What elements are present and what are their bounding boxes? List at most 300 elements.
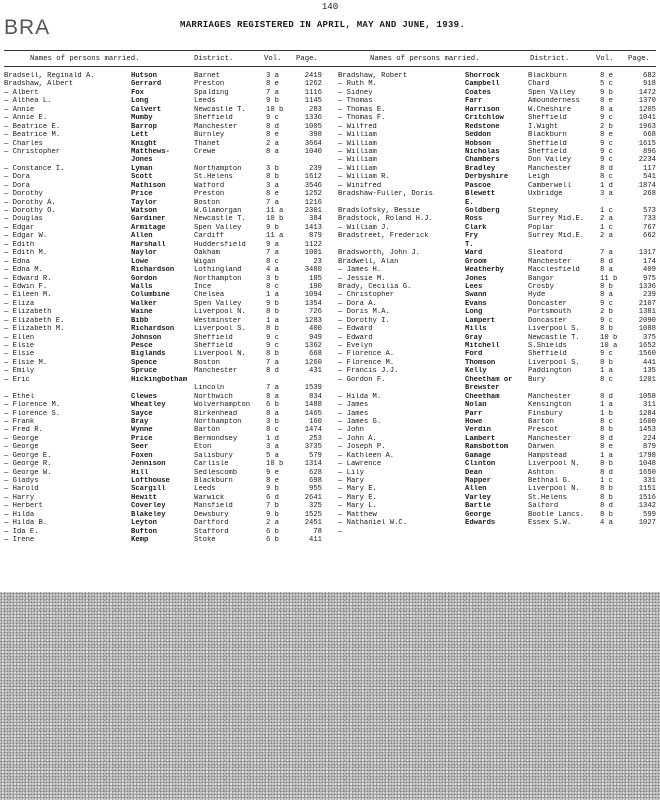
register-entry	[4, 334, 324, 342]
entry-page: 1342	[638, 502, 656, 511]
entry-page: 1370	[638, 97, 656, 106]
entry-spouse: Waine	[131, 308, 153, 317]
register-entry	[338, 426, 658, 434]
entry-vol: 10 b	[266, 460, 284, 469]
entry-name: — Hilda M.	[338, 392, 382, 401]
register-entry	[4, 156, 324, 164]
entry-vol: 8 a	[600, 105, 613, 114]
entry-district: Sheffield	[528, 350, 567, 359]
entry-page: 3546	[304, 181, 322, 190]
entry-page: 3480	[304, 266, 322, 275]
entry-spouse: Thomson	[465, 358, 496, 367]
entry-spouse: Jones	[131, 156, 153, 165]
entry-name: — Edna	[4, 257, 30, 266]
entry-name: — George E.	[4, 451, 52, 460]
entry-vol: 8 b	[600, 485, 613, 494]
entry-district: Sedlescomb	[194, 468, 238, 477]
entry-spouse: Mathison	[131, 181, 166, 190]
entry-name: — Edgar	[4, 223, 35, 232]
entry-name: Bradshaw, Albert	[4, 80, 74, 89]
entry-district: Manchester	[528, 392, 572, 401]
register-entry	[4, 452, 324, 460]
entry-page: 1094	[304, 291, 322, 300]
entry-district: Boston	[194, 358, 220, 367]
entry-spouse: Mitchell	[465, 342, 500, 350]
entry-name: — Thomas E.	[338, 105, 386, 114]
entry-page: 135	[643, 367, 656, 376]
entry-district: Boston	[194, 198, 220, 207]
entry-name: — Dorothy I.	[338, 316, 390, 325]
entry-vol: 8 b	[266, 350, 279, 359]
entry-name: — Sidney	[338, 88, 373, 97]
entry-vol: 9 c	[600, 147, 613, 156]
entry-vol: 7 a	[266, 88, 279, 97]
entry-district: Crewe	[194, 147, 216, 156]
entry-spouse: George	[465, 510, 491, 519]
entry-vol: 2 a	[600, 215, 613, 224]
register-entry	[338, 376, 658, 384]
entry-vol: 8 d	[266, 122, 279, 131]
register-entry	[338, 148, 658, 156]
entry-name: — Elizabeth E.	[4, 316, 65, 325]
entry-page: 190	[309, 282, 322, 291]
entry-name: — Dorothy	[4, 190, 43, 199]
entry-vol: 9 c	[600, 114, 613, 123]
entry-vol: 1 a	[266, 316, 279, 325]
entry-name: — Edith	[4, 240, 35, 249]
right-colhead-vol: Vol.	[596, 55, 614, 63]
entry-name: — William	[338, 139, 377, 148]
entry-district: Birkenhead	[194, 409, 238, 418]
entry-name: — James G.	[338, 417, 382, 426]
entry-vol: 9 a	[266, 240, 279, 249]
entry-name: — James	[338, 409, 369, 418]
register-entry	[338, 182, 658, 190]
entry-name: — Lawrence	[338, 460, 382, 469]
entry-district: St.Helens	[528, 493, 567, 502]
entry-page: 1560	[638, 350, 656, 359]
entry-page: 1354	[304, 299, 322, 308]
entry-spouse: Mumby	[131, 114, 153, 123]
entry-vol: 2 a	[600, 232, 613, 241]
entry-page: 2301	[304, 207, 322, 215]
entry-spouse: Fox	[131, 88, 144, 97]
entry-spouse: Leyton	[131, 519, 157, 528]
entry-district: Barton	[528, 417, 554, 426]
entry-vol: 8 d	[600, 164, 613, 173]
register-entry	[338, 342, 658, 350]
entry-spouse: Ross	[465, 215, 483, 224]
entry-spouse: Knight	[131, 139, 157, 148]
entry-spouse: Clewes	[131, 392, 157, 401]
entry-page: 283	[309, 105, 322, 114]
entry-spouse: Parr	[465, 409, 483, 418]
entry-name: — Eric	[4, 375, 30, 384]
entry-vol: 11 a	[266, 232, 284, 241]
entry-district: Sheffield	[194, 333, 233, 342]
entry-spouse: Walker	[131, 299, 157, 308]
entry-name: Bradstreet, Frederick	[338, 232, 429, 241]
entry-spouse: Kelly	[465, 367, 487, 376]
entry-name: — Hilda	[4, 510, 35, 519]
register-entry	[338, 308, 658, 316]
register-entry	[338, 106, 658, 114]
entry-spouse: Gerrard	[131, 80, 162, 89]
entry-page: 1798	[638, 451, 656, 460]
entry-spouse: Hill	[131, 468, 149, 477]
entry-district: Manchester	[528, 434, 572, 443]
header-rule-top	[4, 50, 656, 51]
entry-district: Paddington	[528, 367, 572, 376]
entry-name: — William	[338, 164, 377, 173]
entry-name: — Edward R.	[4, 274, 52, 283]
register-entry	[4, 410, 324, 418]
entry-name: — Francis J.J.	[338, 367, 399, 376]
entry-spouse: Richardson	[131, 266, 175, 275]
entry-district: Bootle Lancs.	[528, 510, 585, 519]
entry-district: Thanet	[194, 139, 220, 148]
entry-page: 1284	[638, 409, 656, 418]
entry-vol: 3 b	[266, 164, 279, 173]
entry-vol: 8 c	[600, 173, 613, 182]
register-entry	[4, 182, 324, 190]
entry-district: Hampstead	[528, 451, 567, 460]
entry-page: 1145	[304, 97, 322, 106]
register-entry	[338, 325, 658, 333]
entry-name: — Jessie M.	[338, 274, 386, 283]
entry-district: Finsbury	[528, 409, 563, 418]
entry-spouse: Ford	[465, 350, 483, 359]
register-entry	[4, 249, 324, 257]
entry-page: 160	[309, 417, 322, 426]
register-entry	[338, 317, 658, 325]
entry-page: 599	[643, 510, 656, 519]
register-entry	[338, 435, 658, 443]
entry-vol: 1 d	[266, 434, 279, 443]
register-entry	[4, 123, 324, 131]
entry-spouse: Shorrock	[465, 72, 500, 80]
entry-district: Chelsea	[194, 291, 225, 300]
register-entry	[4, 317, 324, 325]
entry-district: Surrey Mid.E.	[528, 215, 585, 224]
entry-district: Lincoln	[194, 384, 225, 393]
entry-spouse: Verdin	[465, 426, 491, 435]
entry-vol: 8 b	[600, 493, 613, 502]
entry-vol: 8 d	[600, 434, 613, 443]
entry-page: 1041	[638, 114, 656, 123]
entry-district: Sheffield	[194, 114, 233, 123]
register-entry	[4, 224, 324, 232]
entry-name: — Beatrice M.	[4, 131, 61, 140]
entry-spouse: T.	[465, 240, 474, 249]
entry-vol: 6 d	[266, 493, 279, 502]
entry-district: Huddersfield	[194, 240, 246, 249]
register-entry	[4, 494, 324, 502]
entry-district: Crosby	[528, 282, 554, 291]
entry-spouse: Price	[131, 190, 153, 199]
entry-district: Barton	[194, 426, 220, 435]
entry-spouse: Farr	[465, 97, 483, 106]
entry-vol: 8 c	[266, 257, 279, 266]
entry-page: 311	[643, 401, 656, 410]
entry-vol: 7 a	[266, 358, 279, 367]
entry-spouse: Jones	[465, 274, 487, 283]
entry-district: Liverpool S.	[528, 325, 580, 334]
register-entry	[4, 342, 324, 350]
entry-name: Brady, Cecilia G.	[338, 282, 412, 291]
entry-name: — Douglas	[4, 215, 43, 224]
entry-spouse: Hutson	[131, 72, 157, 80]
entry-district: Barnet	[194, 72, 220, 80]
register-entry	[338, 258, 658, 266]
entry-district: Sheffield	[194, 342, 233, 350]
entry-name: — Eileen M.	[4, 291, 52, 300]
register-entry	[338, 173, 658, 181]
entry-district: Eton	[194, 443, 212, 452]
entry-district: S.Shields	[528, 342, 567, 350]
entry-vol: 4 a	[266, 266, 279, 275]
register-entry	[338, 291, 658, 299]
entry-vol: 8 c	[266, 426, 279, 435]
register-entry	[4, 140, 324, 148]
register-entry	[338, 393, 658, 401]
entry-spouse: Spence	[131, 358, 157, 367]
register-entry	[4, 97, 324, 105]
entry-name: — Frank	[4, 417, 35, 426]
entry-name: — William R.	[338, 173, 390, 182]
entry-district: Stafford	[194, 527, 229, 536]
register-entry	[4, 460, 324, 468]
entry-vol: 1 c	[600, 223, 613, 232]
entry-spouse: Hickingbotham	[131, 375, 188, 384]
entry-vol: 7 b	[266, 502, 279, 511]
entry-page: 3664	[304, 139, 322, 148]
entry-district: Westminster	[194, 316, 242, 325]
entry-name: — Ethel	[4, 392, 35, 401]
entry-district: Wigan	[194, 257, 216, 266]
entry-name: — Herbert	[4, 502, 43, 511]
entry-district: Liverpool N.	[194, 350, 246, 359]
entry-page: 1362	[304, 342, 322, 350]
entry-name: — Edith M.	[4, 249, 48, 258]
entry-district: Ashton	[528, 468, 554, 477]
entry-name: — Christopher	[4, 147, 61, 156]
entry-page: 2107	[638, 299, 656, 308]
entry-vol: 2 a	[266, 519, 279, 528]
entry-page: 1413	[304, 223, 322, 232]
entry-district: Liverpool N.	[194, 308, 246, 317]
entry-name: — Emily	[4, 367, 35, 376]
right-colhead-page: Page.	[628, 55, 650, 63]
entry-vol: 8 b	[600, 510, 613, 519]
entry-spouse: Naylor	[131, 249, 157, 258]
entry-name: — William J.	[338, 223, 390, 232]
entry-page: 239	[309, 164, 322, 173]
entry-vol: 9 c	[266, 333, 279, 342]
register-entry	[4, 207, 324, 215]
entry-district: Watford	[194, 181, 225, 190]
entry-spouse: Redstone	[465, 122, 500, 131]
entry-page: 1539	[304, 384, 322, 393]
entry-page: 384	[309, 215, 322, 224]
entry-name: — Irene	[4, 536, 35, 545]
entry-name: — Florence A.	[338, 350, 395, 359]
register-entry	[4, 393, 324, 401]
entry-page: 1314	[304, 460, 322, 469]
register-entry	[4, 376, 324, 384]
entry-page: 1048	[638, 460, 656, 469]
entry-spouse: E.	[465, 198, 474, 207]
entry-vol: 8 e	[266, 477, 279, 485]
register-entry	[338, 511, 658, 519]
entry-spouse: Columbine	[131, 291, 170, 300]
entry-vol: 8 b	[266, 308, 279, 317]
entry-name: — Charles	[4, 139, 43, 148]
register-entry	[338, 359, 658, 367]
entry-vol: 9 b	[266, 510, 279, 519]
entry-vol: 6 b	[266, 536, 279, 545]
entry-district: Macclesfield	[528, 266, 580, 275]
entry-district: Newcastle T.	[194, 105, 246, 114]
register-entry	[4, 367, 324, 375]
entry-vol: 3 b	[266, 274, 279, 283]
entry-spouse: Bibb	[131, 316, 149, 325]
entry-spouse: Bray	[131, 417, 149, 426]
entry-spouse: Long	[131, 97, 149, 106]
entry-vol: 8 c	[600, 375, 613, 384]
entry-vol: 1 a	[600, 401, 613, 410]
entry-page: 1088	[638, 325, 656, 334]
entry-vol: 8 b	[600, 460, 613, 469]
entry-spouse: Brewster	[465, 384, 500, 393]
entry-page: 398	[309, 131, 322, 140]
register-entry	[4, 266, 324, 274]
register-entry	[4, 418, 324, 426]
register-entry	[338, 114, 658, 122]
register-entry	[338, 275, 658, 283]
register-entry	[338, 241, 658, 249]
entry-spouse: Cheetham	[465, 392, 500, 401]
entry-district: Essex S.W.	[528, 519, 572, 528]
entry-district: Stepney	[528, 207, 559, 215]
entry-name: — Wilfred	[338, 122, 377, 131]
entry-name: — Edward	[338, 325, 373, 334]
entry-page: 224	[643, 434, 656, 443]
entry-name: — Evelyn	[338, 342, 373, 350]
entry-spouse: Bartle	[465, 502, 491, 511]
entry-vol: 9 c	[266, 114, 279, 123]
entry-page: 1260	[304, 358, 322, 367]
register-entry	[4, 190, 324, 198]
entry-vol: 8 b	[266, 325, 279, 334]
entry-district: Northwich	[194, 392, 233, 401]
entry-name: — George	[4, 434, 39, 443]
entry-page: 78	[313, 527, 322, 536]
entry-vol: 8 e	[600, 72, 613, 80]
entry-vol: 3 a	[266, 181, 279, 190]
entry-name: — Fred R.	[4, 426, 43, 435]
register-entry	[4, 283, 324, 291]
entry-name: — Matthew	[338, 510, 377, 519]
register-entry	[4, 511, 324, 519]
entry-spouse: Cheetham or	[465, 375, 513, 384]
entry-district: Ince	[194, 282, 212, 291]
entry-district: Blackburn	[194, 477, 233, 485]
entry-name: — Edward	[338, 333, 373, 342]
entry-page: 1283	[304, 316, 322, 325]
entry-page: 1516	[638, 493, 656, 502]
entry-district: Manchester	[528, 164, 572, 173]
entry-district: W.Cheshire	[528, 105, 572, 114]
entry-page: 1205	[638, 105, 656, 114]
entry-page: 1116	[304, 88, 322, 97]
entry-vol: 9 c	[266, 342, 279, 350]
entry-name: — Kathleen A.	[338, 451, 395, 460]
entry-vol: 2 b	[600, 308, 613, 317]
entry-name: — John	[338, 426, 364, 435]
register-entry	[338, 469, 658, 477]
entry-spouse: Armitage	[131, 223, 166, 232]
surname-heading: BRA	[4, 16, 51, 39]
entry-name: Bradsworth, John J.	[338, 249, 420, 258]
register-entry	[338, 190, 658, 198]
entry-district: Blackburn	[528, 131, 567, 140]
entry-district: Surrey Mid.E.	[528, 232, 585, 241]
entry-district: Cardiff	[194, 232, 225, 241]
register-entry	[4, 89, 324, 97]
entry-spouse: Chambers	[465, 156, 500, 165]
entry-page: 767	[643, 223, 656, 232]
entry-page: 1317	[638, 249, 656, 258]
entry-name: — Elsie M.	[4, 358, 48, 367]
entry-vol: 8 a	[266, 392, 279, 401]
entry-district: Chard	[528, 80, 550, 89]
entry-district: Blackburn	[528, 72, 567, 80]
entry-page: 1472	[638, 88, 656, 97]
entry-spouse: Edwards	[465, 519, 496, 528]
register-entry	[338, 401, 658, 409]
entry-district: Liverpool S.	[528, 358, 580, 367]
entry-spouse: Swann	[465, 291, 487, 300]
entry-vol: 8 a	[266, 147, 279, 156]
entry-vol: 10 a	[600, 342, 618, 350]
entry-page: 1615	[638, 139, 656, 148]
entry-district: Warwick	[194, 493, 225, 502]
entry-name: — Nathaniel W.C.	[338, 519, 408, 528]
entry-page: 411	[309, 536, 322, 545]
entry-spouse: Marshall	[131, 240, 166, 249]
entry-page: 698	[309, 477, 322, 485]
entry-page: 668	[309, 350, 322, 359]
entry-district: Manchester	[528, 257, 572, 266]
entry-page: 1465	[304, 409, 322, 418]
entry-spouse: Scott	[131, 173, 153, 182]
entry-vol: 1 a	[600, 367, 613, 376]
entry-spouse: Derbyshire	[465, 173, 509, 182]
entry-name: Bradshaw, Robert	[338, 72, 408, 80]
entry-spouse: Lampert	[465, 316, 496, 325]
entry-name: — James H.	[338, 266, 382, 275]
entry-district: Liverpool N.	[528, 485, 580, 494]
entry-vol: 9 e	[266, 468, 279, 477]
entry-spouse: Richardson	[131, 325, 175, 334]
entry-spouse: Watson	[131, 207, 157, 215]
register-entry	[338, 452, 658, 460]
entry-page: 1201	[638, 375, 656, 384]
register-entry	[4, 291, 324, 299]
entry-district: Lothingland	[194, 266, 242, 275]
entry-district: Wolverhampton	[194, 401, 251, 410]
